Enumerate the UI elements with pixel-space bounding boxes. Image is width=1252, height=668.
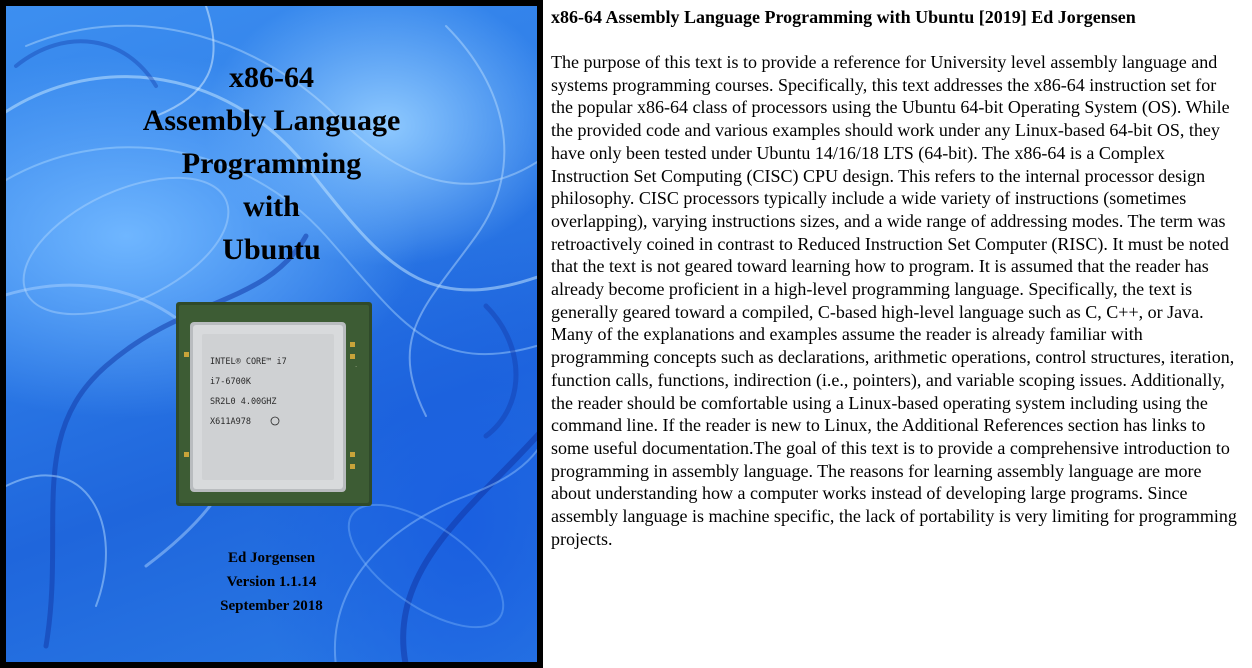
svg-text:·: · — [354, 364, 360, 368]
cpu-chip-image — [176, 302, 372, 506]
cover-artwork — [6, 6, 537, 662]
cover-author: Ed Jorgensen — [227, 550, 316, 566]
cover-title-line: with — [243, 190, 300, 223]
chip-label-model: i7-6700K — [210, 377, 251, 387]
cover-meta — [6, 546, 537, 618]
chip-label-serial: X611A978 — [210, 417, 251, 427]
cover-title-line: Assembly Language — [142, 104, 401, 137]
cover-title-line: x86-64 — [229, 61, 314, 94]
cover-date: September 2018 — [220, 598, 323, 614]
cover-title-line: Programming — [181, 147, 362, 180]
book-cover — [0, 0, 543, 668]
article-title: x86-64 Assembly Language Programming with Ubuntu [2019] Ed Jorgensen — [551, 7, 1136, 27]
article-body: The purpose of this text is to provide a reference for University level assembly language and systems programming courses. Specifically, this text addresses the x86-64 instruction set for the popular x86-64 class of processors using the Ubuntu 64-bit Operating System (OS). While the provided code and various examples should work under any Linux-based 64-bit OS, they have only been tested under Ubuntu 14/16/18 LTS (64-bit). The x86-64 is a Complex Instruction Set Computing (CISC) CPU design. This refers to the internal processor design philosophy. CISC processors typically include a wide variety of instructions (sometimes overlapping), varying instructions sizes, and a wide range of addressing modes. The term was retroactively coined in contrast to Reduced Instruction Set Computer (RISC). It must be noted that the text is not geared toward learning how to program. It is assumed that the reader has already become proficient in a high-level programming language. Specifically, the text is generally geared toward a compiled, C-based high-level language such as C, C++, or Java. Many of the explanations and examples assume the reader is already familiar with programming concepts such as declarations, arithmetic operations, control structures, iteration, function calls, functions, indirection (i.e., pointers), and variable scoping issues. Additionally, the reader should be comfortable using a Linux-based operating system including using the command line. If the reader is new to Linux, the Additional References section has links to some useful documentation.The goal of this text is to provide a comprehensive introduction to programming in assembly language. The reasons for learning assembly language are more about understanding how a computer works instead of developing large programs. Since assembly language is machine specific, the lack of portability is very limiting for programming projects. — [551, 52, 1237, 549]
cover-version: Version 1.1.14 — [226, 574, 317, 590]
article — [551, 6, 1241, 550]
cover-title-line: Ubuntu — [222, 233, 321, 266]
chip-label-speed: SR2L0 4.00GHZ — [210, 397, 277, 407]
cover-title — [6, 56, 537, 271]
chip-label-brand: INTEL® CORE™ i7 — [210, 357, 287, 367]
